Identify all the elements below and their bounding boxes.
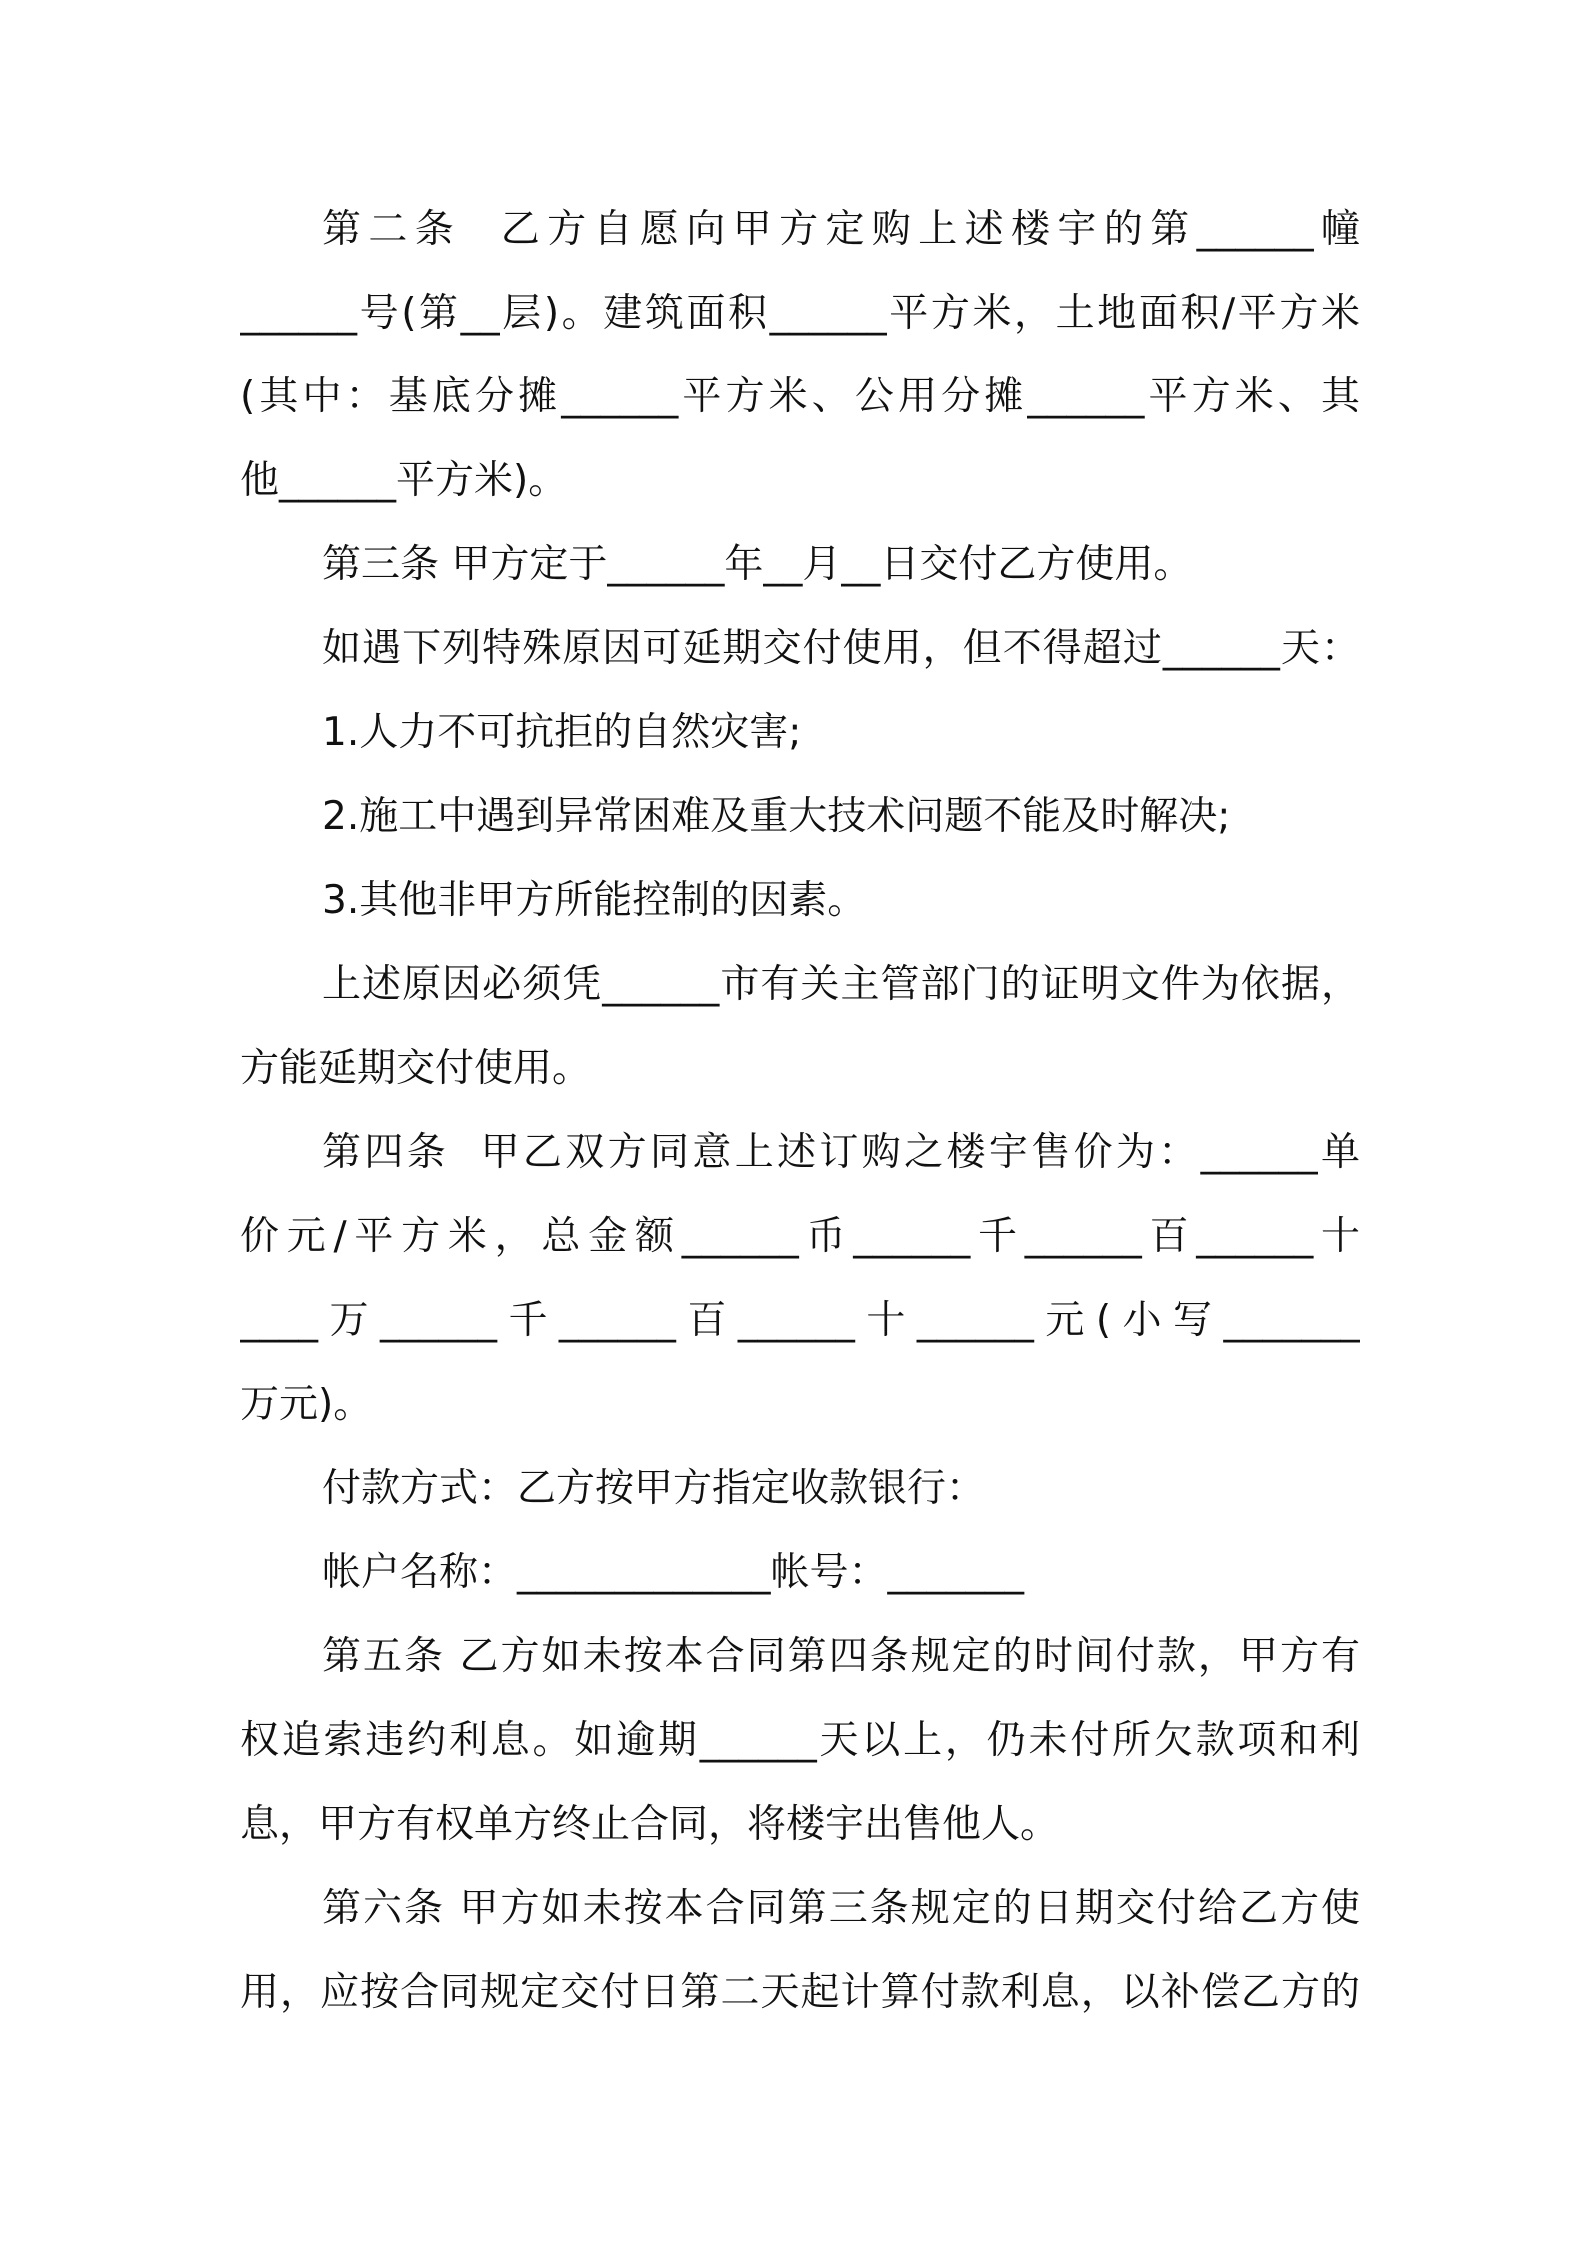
article-5-line-1: 第五条 乙方如未按本合同第四条规定的时间付款，甲方有 bbox=[322, 1634, 1360, 1679]
delay-reason-1: 1.人力不可抗拒的自然灾害; bbox=[322, 710, 802, 755]
article-4-line-1: 第四条 甲乙双方同意上述订购之楼宇售价为：______单 bbox=[322, 1130, 1360, 1175]
article-2-line-1: 第二条 乙方自愿向甲方定购上述楼宇的第______幢 bbox=[322, 207, 1360, 252]
article-2-line-2: ______号(第__层)。建筑面积______平方米，土地面积/平方米 bbox=[240, 291, 1360, 336]
article-4-line-2: 价元/平方米，总金额______币______千______百______十 bbox=[240, 1214, 1360, 1259]
article-2-line-3: (其中：基底分摊______平方米、公用分摊______平方米、其 bbox=[240, 374, 1360, 419]
payment-method: 付款方式：乙方按甲方指定收款银行： bbox=[322, 1466, 986, 1511]
delay-clause: 如遇下列特殊原因可延期交付使用，但不得超过______天： bbox=[322, 626, 1360, 671]
delay-reason-2: 2.施工中遇到异常困难及重大技术问题不能及时解决; bbox=[322, 794, 1231, 839]
article-4-line-4: 万元)。 bbox=[240, 1382, 373, 1427]
account-info: 帐户名称：_____________帐号：_______ bbox=[322, 1550, 1025, 1595]
delay-proof-line-2: 方能延期交付使用。 bbox=[240, 1046, 592, 1091]
delay-proof-line-1: 上述原因必须凭______市有关主管部门的证明文件为依据， bbox=[322, 962, 1360, 1007]
article-4-line-3: ____万______千______百______十______元(小写_______ bbox=[240, 1298, 1360, 1343]
delay-reason-3: 3.其他非甲方所能控制的因素。 bbox=[322, 878, 867, 923]
article-2-line-4: 他______平方米)。 bbox=[240, 458, 568, 503]
article-6-line-1: 第六条 甲方如未按本合同第三条规定的日期交付给乙方使 bbox=[322, 1886, 1360, 1931]
article-5-line-3: 息，甲方有权单方终止合同，将楼宇出售他人。 bbox=[240, 1802, 1060, 1847]
article-5-line-2: 权追索违约利息。如逾期______天以上，仍未付所欠款项和利 bbox=[240, 1718, 1360, 1763]
article-6-line-2: 用，应按合同规定交付日第二天起计算付款利息，以补偿乙方的 bbox=[240, 1970, 1360, 2015]
article-3-line-1: 第三条 甲方定于______年__月__日交付乙方使用。 bbox=[322, 542, 1193, 587]
